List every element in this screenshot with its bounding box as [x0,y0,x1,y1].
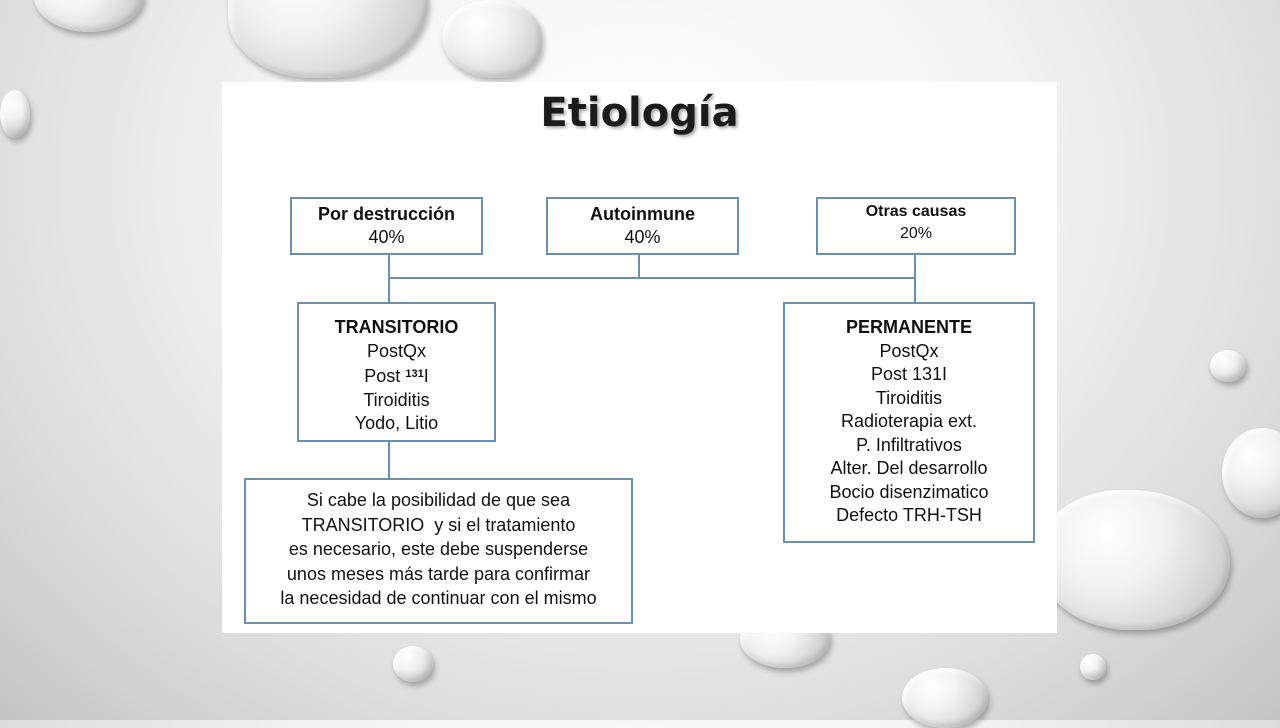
category-por-destruccion [290,197,483,255]
category-name: Otras causas [865,203,967,220]
water-drop-decoration [1040,490,1230,630]
transitorio-item: Yodo, Litio [354,413,439,433]
connector-line [388,277,916,279]
transitorio-item: Post [364,366,401,386]
connector-line [914,277,916,303]
water-drop-decoration [902,668,988,728]
connector-line [638,255,640,278]
category-name: Por destrucción [317,204,456,224]
water-drop-decoration [1222,428,1280,518]
water-drop-decoration [0,90,30,138]
permanente-item: Radioterapia ext. [840,411,978,431]
note-line: TRANSITORIO y si el tratamiento [301,514,576,535]
transitorio-item: Tiroiditis [363,389,430,410]
category-percent: 40% [368,227,405,247]
permanente-box [783,302,1035,543]
note-box [244,478,633,624]
transitorio-item: PostQx [366,340,427,361]
note-line: unos meses más tarde para confirmar [286,563,591,584]
note-line: Si cabe la posibilidad de que sea [306,490,571,510]
transitorio-box [297,302,496,442]
permanente-item: Alter. Del desarrollo [830,458,988,478]
category-otras-causas [816,197,1016,255]
water-drop-decoration [1080,654,1106,680]
permanente-item: Tiroiditis [875,387,943,408]
permanente-item: P. Infiltrativos [856,434,962,455]
diagram-slide [222,82,1057,633]
note-line: es necesario, este debe suspenderse [288,539,589,559]
permanente-item: Bocio disenzimatico [829,481,989,502]
connector-line [388,255,390,278]
water-drop-decoration [34,0,144,32]
category-percent: 40% [624,227,661,247]
water-drop-decoration [228,0,428,78]
permanente-item: Defecto TRH-TSH [836,505,982,525]
water-drop-decoration [1210,350,1246,382]
category-autoinmune [546,197,739,255]
category-name: Autoinmune [590,204,695,224]
water-drop-decoration [442,0,542,78]
category-percent: 20% [899,225,933,242]
permanente-item: PostQx [879,340,939,361]
permanente-heading: PERMANENTE [845,317,972,337]
isotope-symbol: I [423,366,429,386]
connector-line [914,255,916,278]
connector-line [388,277,390,303]
transitorio-item-isotope [299,363,494,389]
diagram-title: Etiología [540,90,739,136]
isotope-mass-number: 131 [405,368,424,380]
water-drop-decoration [393,646,433,682]
connector-line [388,440,390,479]
transitorio-heading: TRANSITORIO [334,317,459,337]
note-line: la necesidad de continuar con el mismo [280,588,597,608]
permanente-item: Post 131I [870,364,948,384]
